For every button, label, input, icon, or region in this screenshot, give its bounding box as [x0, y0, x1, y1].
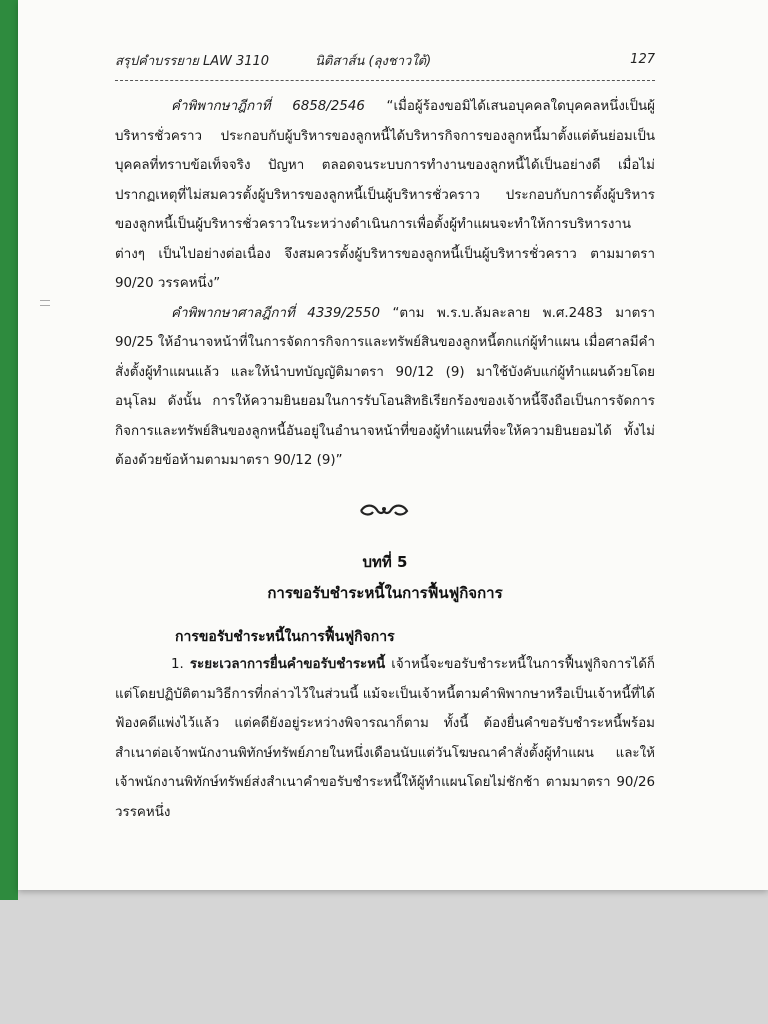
section-body	[115, 650, 655, 827]
case-text-1: “เมื่อผู้ร้องขอมิได้เสนอบุคคลใดบุคคลหนึ่งเป็นผู้บริหารชั่วคราว ประกอบกับผู้บริหารของลูกหนี้ได้บริหารกิจการของลูกหนี้มาตั้งแต่ต้นย่อมเป็นบุคคลที่ทราบข้อเท็จจริง ปัญหา ตลอดจนระบบการทำงานของลูกหนี้ได้เป็นอย่างดี เมื่อไม่ปรากฏเหตุที่ไม่สมควรตั้งผู้บริหารของลูกหนี้เป็นผู้บริหารชั่วคราว ประกอบกับการตั้งผู้บริหารของลูกหนี้เป็นผู้บริหารชั่วคราวในระหว่างดำเนินการเพื่อตั้งผู้ทำแผนจะทำให้การบริหารงานต่างๆ เป็นไปอย่างต่อเนื่อง จึงสมควรตั้งผู้บริหารของลูกหนี้เป็นผู้บริหารชั่วคราว ตามมาตรา 90/20 วรรคหนึ่ง”	[115, 99, 655, 291]
chapter-subtitle: การขอรับชำระหนี้ในการฟื้นฟูกิจการ	[267, 584, 503, 602]
running-header	[115, 50, 655, 70]
item-number: 1.	[171, 657, 190, 672]
case-text-2: “ตาม พ.ร.บ.ล้มละลาย พ.ศ.2483 มาตรา 90/25 ให้อำนาจหน้าที่ในการจัดการกิจการและทรัพย์สินของลูกหนี้ตกแก่ผู้ทำแผน เมื่อศาลมีคำสั่งตั้งผู้ทำแผนแล้ว และให้นำบทบัญญัติมาตรา 90/12 (9) มาใช้บังคับแก่ผู้ทำแผนด้วยโดยอนุโลม ดังนั้น การให้ความยินยอมในการรับโอนสิทธิเรียกร้องของเจ้าหนี้จึงถือเป็นการจัดการกิจการและทรัพย์สินของลูกหนี้อันอยู่ในอำนาจหน้าที่ของผู้ทำแผนที่จะให้ความยินยอมได้ ทั้งไม่ต้องด้วยข้อห้ามตามมาตรา 90/12 (9)”	[115, 305, 655, 468]
item-bold-heading: ระยะเวลาการยื่นคำขอรับชำระหนี้	[189, 657, 386, 672]
item-text: เจ้าหนี้จะขอรับชำระหนี้ในการฟื้นฟูกิจการได้ก็แต่โดยปฏิบัติตามวิธีการที่กล่าวไว้ในส่วนนี้ แม้จะเป็นเจ้าหนี้ตามคำพิพากษาหรือเป็นเจ้าหนี้ที่ได้ฟ้องคดีแพ่งไว้แล้ว แต่คดียังอยู่ระหว่างพิจารณาก็ตาม ทั้งนี้ ต้องยื่นคำขอรับชำระหนี้พร้อมสำเนาต่อเจ้าพนักงานพิทักษ์ทรัพย์ภายในหนึ่งเดือนนับแต่วันโฆษณาคำสั่งตั้งผู้ทำแผน และให้เจ้าพนักงานพิทักษ์ทรัพย์ส่งสำเนาคำขอรับชำระหนี้ให้ผู้ทำแผนโดยไม่ชักช้า ตามมาตรา 90/26 วรรคหนึ่ง	[115, 657, 655, 820]
ornament-divider-icon	[357, 500, 411, 520]
case-citation-2: คำพิพากษาศาลฎีกาที่ 4339/2550	[171, 305, 380, 321]
header-rule	[115, 80, 655, 81]
section-heading: การขอรับชำระหนี้ในการฟื้นฟูกิจการ	[175, 629, 395, 645]
case-paragraph-1	[115, 92, 655, 299]
chapter-title: บทที่ 5	[362, 553, 408, 571]
case-paragraph-2	[115, 299, 655, 476]
header-course-title: สรุปคำบรรยาย LAW 3110	[115, 54, 270, 69]
page-number: 127	[630, 52, 655, 67]
case-citations	[115, 92, 655, 476]
section-item-1	[115, 650, 655, 827]
case-citation-1: คำพิพากษาฎีกาที่ 6858/2546	[171, 99, 365, 114]
header-publisher: นิติสาส์น (ลุงชาวใต้)	[315, 54, 432, 69]
scan-edge-green-bar	[0, 0, 18, 900]
margin-mark	[40, 300, 50, 306]
